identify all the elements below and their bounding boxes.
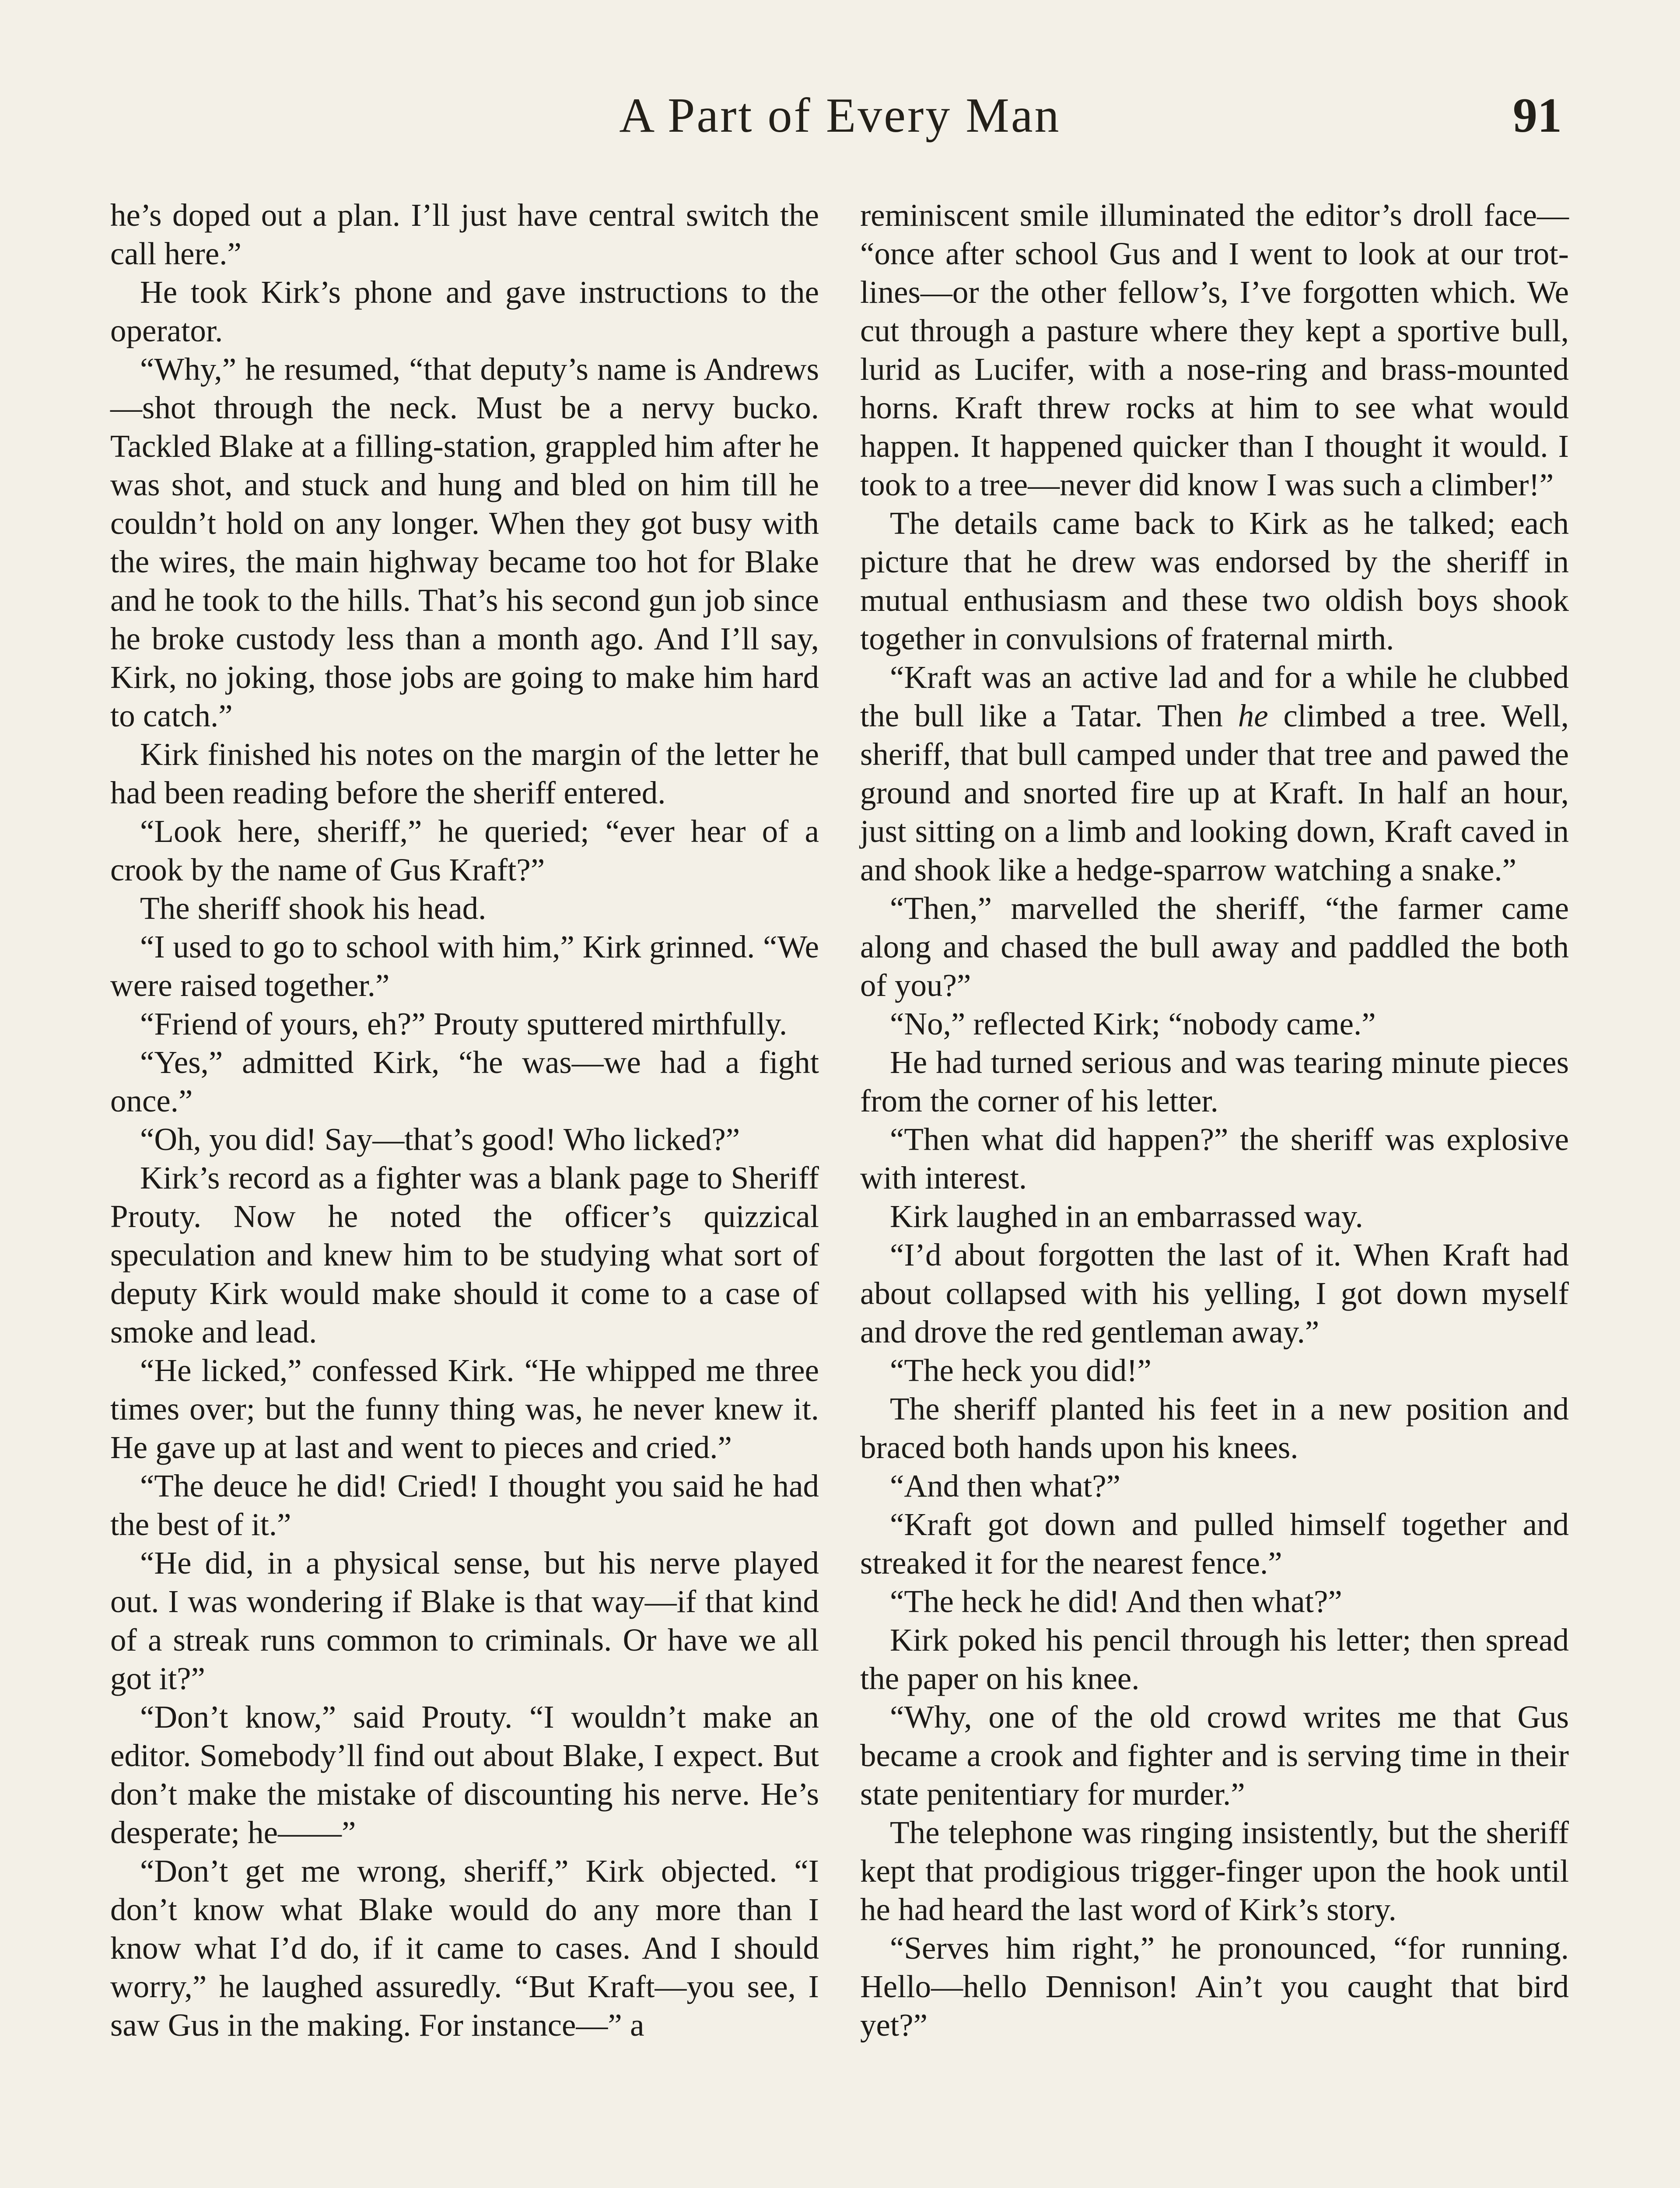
paragraph: “Serves him right,” he pronounced, “for running. Hello—hello Dennison! Ain’t you caught that bird yet?”: [860, 1930, 1569, 2043]
paragraph: [860, 658, 1569, 889]
paragraph: reminiscent smile illuminated the editor’s droll face— “once after school Gus and I went to look at our trot-lines—or the other fellow’s, I’ve forgotten which. We cut through a pasture where they kept a sportive bull, lurid as Lucifer, with a nose-ring and brass-mounted horns. Kraft threw rocks at him to see what would happen. It happened quicker than I thought it would. I took to a tree—never did know I was such a climber!”: [860, 197, 1569, 502]
paragraph: “The deuce he did! Cried! I thought you said he had the best of it.”: [110, 1468, 819, 1542]
paragraph: “Kraft got down and pulled himself together and streaked it for the nearest fence.”: [860, 1507, 1569, 1581]
right-text-column: [860, 196, 1569, 2044]
paragraph: “Why, one of the old crowd writes me that Gus became a crook and fighter and is serving time in their state penitentiary for murder.”: [860, 1699, 1569, 1812]
paragraph: He took Kirk’s phone and gave instructions to the operator.: [110, 274, 819, 348]
paragraph: “The heck he did! And then what?”: [890, 1584, 1342, 1619]
paragraph: “Oh, you did! Say—that’s good! Who licked?”: [140, 1122, 740, 1157]
paragraph: Kirk poked his pencil through his letter; then spread the paper on his knee.: [860, 1622, 1569, 1696]
page-header: [0, 88, 1680, 162]
paragraph: “I’d about forgotten the last of it. When Kraft had about collapsed with his yelling, I got down myself and drove the red gentleman away.”: [860, 1237, 1569, 1350]
paragraph: “Friend of yours, eh?” Prouty sputtered mirthfully.: [140, 1006, 788, 1041]
paragraph: “Don’t know,” said Prouty. “I wouldn’t make an editor. Somebody’ll find out about Blake, I expect. But don’t make the mistake of discounting his nerve. He’s desperate; he——”: [110, 1699, 819, 1850]
paragraph: “He licked,” confessed Kirk. “He whipped me three times over; but the funny thing was, he never knew it. He gave up at last and went to pieces and cried.”: [110, 1353, 819, 1465]
paragraph: Kirk’s record as a fighter was a blank page to Sheriff Prouty. Now he noted the officer’s quizzical speculation and knew him to be studying what sort of deputy Kirk would make should it come to a case of smoke and lead.: [110, 1160, 819, 1350]
paragraph: He had turned serious and was tearing minute pieces from the corner of his letter.: [860, 1045, 1569, 1119]
paragraph-text: “Kraft was an active lad and for a while he clubbed the bull like a Tatar. Then: [860, 659, 1569, 733]
paragraph-text: climbed a tree. Well, sheriff, that bull camped under that tree and pawed the ground and snorted fire up at Kraft. In half an hour, just sitting on a limb and looking down, Kraft caved in and shook like a hedge-sparrow watching a snake.”: [860, 698, 1569, 887]
paragraph: “Look here, sheriff,” he queried; “ever hear of a crook by the name of Gus Kraft?”: [110, 813, 819, 887]
page-number: 91: [1513, 88, 1562, 143]
paragraph: he’s doped out a plan. I’ll just have central switch the call here.”: [110, 197, 819, 271]
paragraph: “Don’t get me wrong, sheriff,” Kirk objected. “I don’t know what Blake would do any more than I know what I’d do, if it came to cases. And I should worry,” he laughed assuredly. “But Kraft—you see, I saw Gus in the making. For instance—” a: [110, 1853, 819, 2043]
emphasized-word: he: [1238, 698, 1268, 733]
paragraph: “I used to go to school with him,” Kirk grinned. “We were raised together.”: [110, 929, 819, 1003]
paragraph: Kirk finished his notes on the margin of the letter he had been reading before the sheriff entered.: [110, 736, 819, 810]
paragraph: “Why,” he resumed, “that deputy’s name is Andrews—shot through the neck. Must be a nervy bucko. Tackled Blake at a filling-station, grappled him after he was shot, and stuck and hung and bled on him till he couldn’t hold on any longer. When they got busy with the wires, the main highway became too hot for Blake and he took to the hills. That’s his second gun job since he broke custody less than a month ago. And I’ll say, Kirk, no joking, those jobs are going to make him hard to catch.”: [110, 351, 819, 733]
paragraph: “He did, in a physical sense, but his nerve played out. I was wondering if Blake is that way—if that kind of a streak runs common to criminals. Or have we all got it?”: [110, 1545, 819, 1696]
paragraph: Kirk laughed in an embarrassed way.: [890, 1199, 1363, 1234]
paragraph: “Yes,” admitted Kirk, “he was—we had a fight once.”: [110, 1045, 819, 1119]
paragraph: “The heck you did!”: [890, 1353, 1152, 1388]
left-text-column: [110, 196, 819, 2044]
running-title: A Part of Every Man: [619, 88, 1061, 143]
paragraph: The telephone was ringing insistently, but the sheriff kept that prodigious trigger-finger upon the hook until he had heard the last word of Kirk’s story.: [860, 1815, 1569, 1927]
paragraph: The details came back to Kirk as he talked; each picture that he drew was endorsed by the sheriff in mutual enthusiasm and these two oldish boys shook together in convulsions of fraternal mirth.: [860, 505, 1569, 656]
paragraph: “Then what did happen?” the sheriff was explosive with interest.: [860, 1122, 1569, 1196]
paragraph: The sheriff shook his head.: [140, 891, 486, 926]
paragraph: “No,” reflected Kirk; “nobody came.”: [890, 1006, 1376, 1041]
paragraph: The sheriff planted his feet in a new position and braced both hands upon his knees.: [860, 1391, 1569, 1465]
paragraph: “And then what?”: [890, 1468, 1121, 1504]
paragraph: “Then,” marvelled the sheriff, “the farmer came along and chased the bull away and paddled the both of you?”: [860, 891, 1569, 1003]
